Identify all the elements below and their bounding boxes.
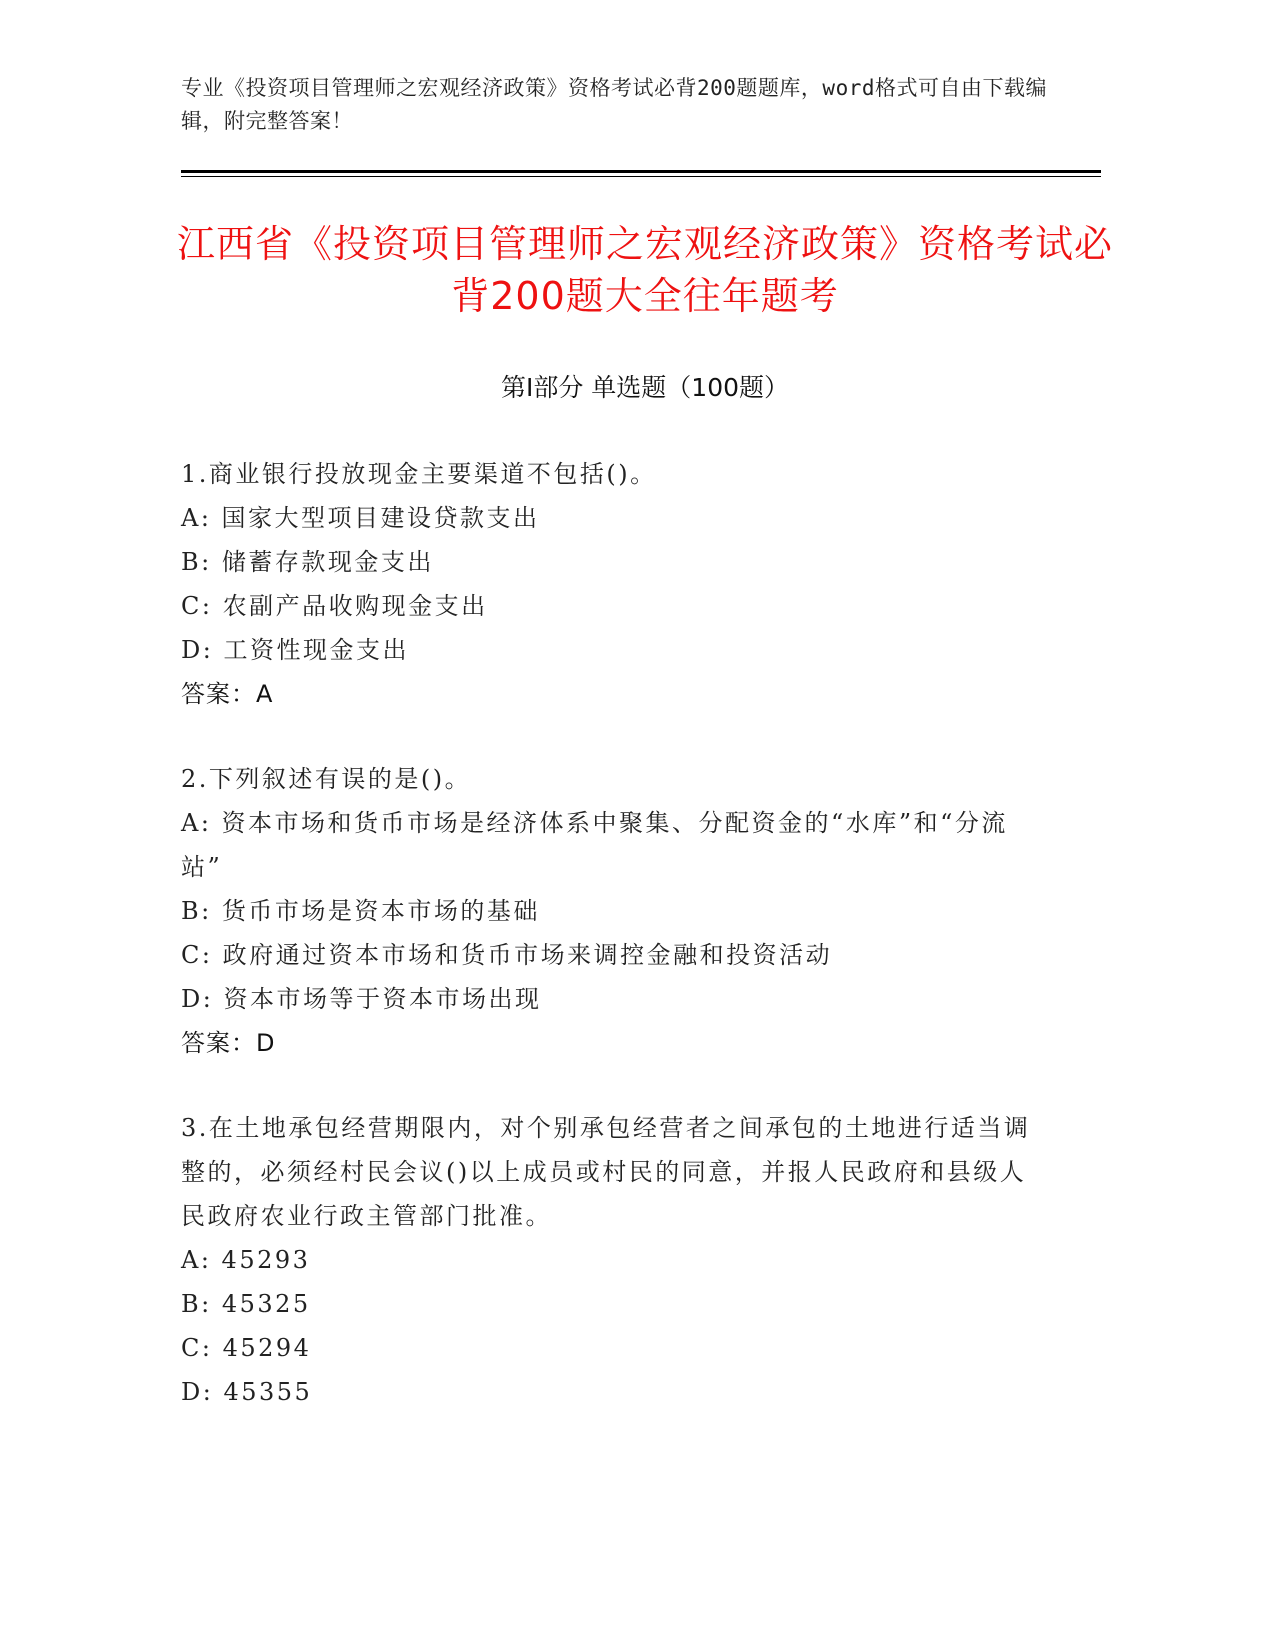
header-rule-thin xyxy=(181,176,1101,177)
question-stem: 1.商业银行投放现金主要渠道不包括()。 xyxy=(181,460,657,488)
question-stem: 3.在土地承包经营期限内，对个别承包经营者之间承包的土地进行适当调整的，必须经村民会议()以上成员或村民的同意，并报人民政府和县级人民政府农业行政主管部门批准。 xyxy=(181,1114,1031,1230)
option-c: C: 政府通过资本市场和货币市场来调控金融和投资活动 xyxy=(181,941,833,969)
option-b: B: 货币市场是资本市场的基础 xyxy=(181,897,540,925)
question-list xyxy=(181,452,1041,1455)
option-b: B: 储蓄存款现金支出 xyxy=(181,548,434,576)
option-a: A: 45293 xyxy=(181,1246,311,1274)
option-a: A: 资本市场和货币市场是经济体系中聚集、分配资金的“水库”和“分流站” xyxy=(181,809,1008,881)
question-1 xyxy=(181,452,1041,716)
question-stem: 2.下列叙述有误的是()。 xyxy=(181,765,472,793)
question-3 xyxy=(181,1106,1041,1414)
option-d: D: 45355 xyxy=(181,1378,313,1406)
option-d: D: 资本市场等于资本市场出现 xyxy=(181,985,542,1013)
section-heading: 第Ⅰ部分 单选题（100题） xyxy=(500,373,790,402)
option-b: B: 45325 xyxy=(181,1290,311,1318)
header-rule-thick xyxy=(181,170,1101,173)
option-d: D: 工资性现金支出 xyxy=(181,636,409,664)
answer: 答案：A xyxy=(181,680,274,708)
answer: 答案：D xyxy=(181,1029,276,1057)
option-c: C: 45294 xyxy=(181,1334,312,1362)
header-note: 专业《投资项目管理师之宏观经济政策》资格考试必背200题题库，word格式可自由下载编辑，附完整答案！ xyxy=(181,76,1047,133)
option-a: A: 国家大型项目建设贷款支出 xyxy=(181,504,540,532)
question-2 xyxy=(181,757,1041,1065)
option-c: C: 农副产品收购现金支出 xyxy=(181,592,488,620)
document-title: 江西省《投资项目管理师之宏观经济政策》资格考试必背200题大全往年题考 xyxy=(176,222,1113,318)
